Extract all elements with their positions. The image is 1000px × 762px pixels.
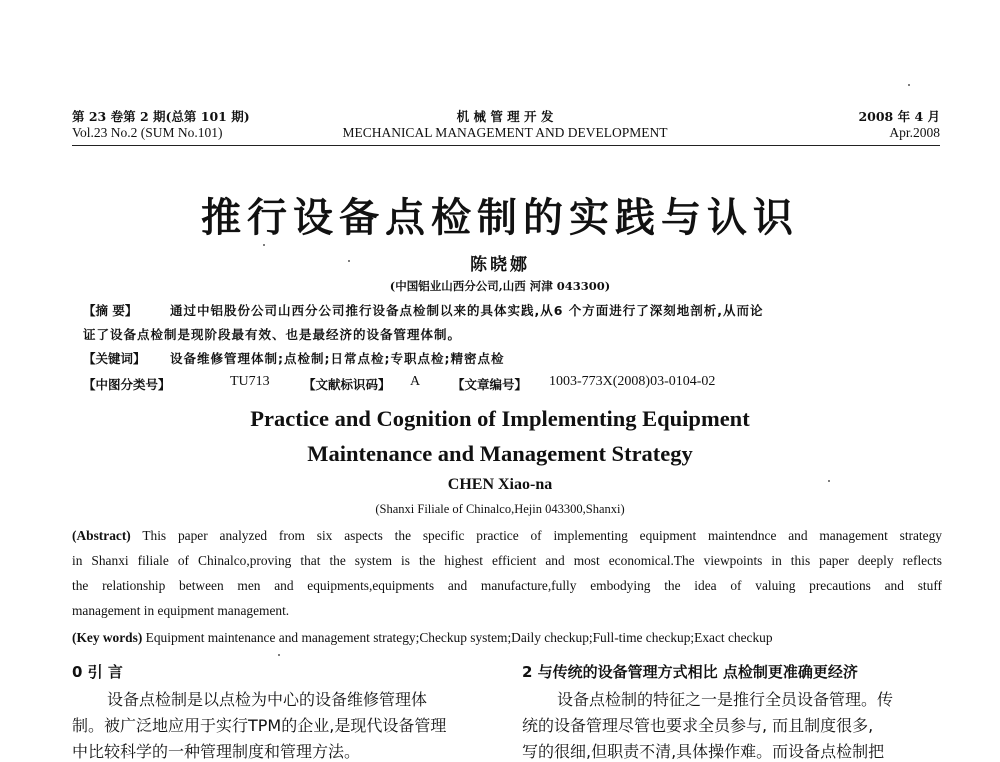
section-0-heading: 0 引 言 [72, 663, 123, 681]
keywords-cn-label: 【关键词】 [83, 351, 146, 366]
abstract-en-label: (Abstract) [72, 528, 131, 543]
clc-label: 【中图分类号】 [83, 377, 171, 392]
header-journal-cn: 机 械 管 理 开 发 [456, 109, 554, 124]
scan-speck [908, 84, 910, 86]
title-en-line2: Maintenance and Management Strategy [307, 441, 693, 466]
article-no-label: 【文章编号】 [452, 377, 528, 392]
left-col-line1: 设备点检制是以点检为中心的设备维修管理体 [107, 690, 428, 709]
right-col-line3: 写的很细,但职责不清,具体操作难。而设备点检制把 [522, 742, 885, 761]
affiliation-cn: (中国铝业山西分公司,山西 河津 043300) [389, 279, 611, 293]
abstract-en-text1: This paper analyzed from six aspects the specific practice of implementing equipment maintendnce and management strategy [142, 528, 942, 543]
scan-speck [348, 260, 350, 262]
keywords-cn-text: 设备维修管理体制;点检制;日常点检;专职点检;精密点检 [170, 351, 505, 366]
right-col-line2: 统的设备管理尽管也要求全员参与, 而且制度很多, [522, 716, 874, 735]
section-2-heading: 2 与传统的设备管理方式相比 点检制更准确更经济 [522, 663, 858, 681]
right-col-line1: 设备点检制的特征之一是推行全员设备管理。传 [557, 690, 894, 709]
author-cn: 陈晓娜 [470, 255, 530, 275]
abstract-en-line3: the relationship between men and equipments,equipments and manufacture,fully embodying the idea of valuing precautions and stuff [72, 578, 942, 593]
article-no-value: 1003-773X(2008)03-0104-02 [549, 374, 716, 389]
scan-speck [278, 654, 280, 656]
left-col-line2: 制。被广泛地应用于实行TPM的企业,是现代设备管理 [72, 716, 447, 735]
scan-speck [828, 480, 830, 482]
title-en-line1: Practice and Cognition of Implementing Equipment [250, 406, 750, 431]
abstract-en-line4: management in equipment management. [72, 603, 290, 618]
author-en: CHEN Xiao-na [447, 476, 553, 493]
abstract-en-line1 [72, 528, 942, 544]
title-cn: 推行设备点检制的实践与认识 [201, 194, 799, 241]
left-col-line3: 中比较科学的一种管理制度和管理方法。 [72, 742, 361, 761]
header-date-en: Apr.2008 [889, 125, 940, 140]
header-issue-cn: 第 23 卷第 2 期(总第 101 期) [72, 109, 250, 124]
header-issue-en: Vol.23 No.2 (SUM No.101) [72, 125, 223, 140]
abstract-en-line2: in Shanxi filiale of Chinalco,proving that the system is the highest efficient and most economical.The viewpoints in this paper deeply reflects [72, 553, 942, 568]
abstract-cn-label: 【摘 要】 [83, 303, 138, 318]
abstract-cn-line2: 证了设备点检制是现阶段最有效、也是最经济的设备管理体制。 [83, 327, 462, 342]
doc-code-label: 【文献标识码】 [303, 377, 391, 392]
header-rule [72, 145, 940, 146]
affiliation-en: (Shanxi Filiale of Chinalco,Hejin 043300,Shanxi) [375, 502, 625, 516]
keywords-en [72, 630, 773, 646]
clc-value: TU713 [230, 374, 270, 389]
keywords-en-label: (Key words) [72, 630, 143, 645]
abstract-cn-line1: 通过中铝股份公司山西分公司推行设备点检制以来的具体实践,从6 个方面进行了深刻地剖析,从而论 [170, 303, 764, 318]
header-journal-en: MECHANICAL MANAGEMENT AND DEVELOPMENT [342, 125, 668, 140]
keywords-en-text: Equipment maintenance and management strategy;Checkup system;Daily checkup;Full-time checkup;Exact checkup [145, 630, 773, 645]
header-date-cn: 2008 年 4 月 [858, 109, 940, 124]
doc-code-value: A [410, 374, 421, 389]
scan-speck [263, 244, 265, 246]
